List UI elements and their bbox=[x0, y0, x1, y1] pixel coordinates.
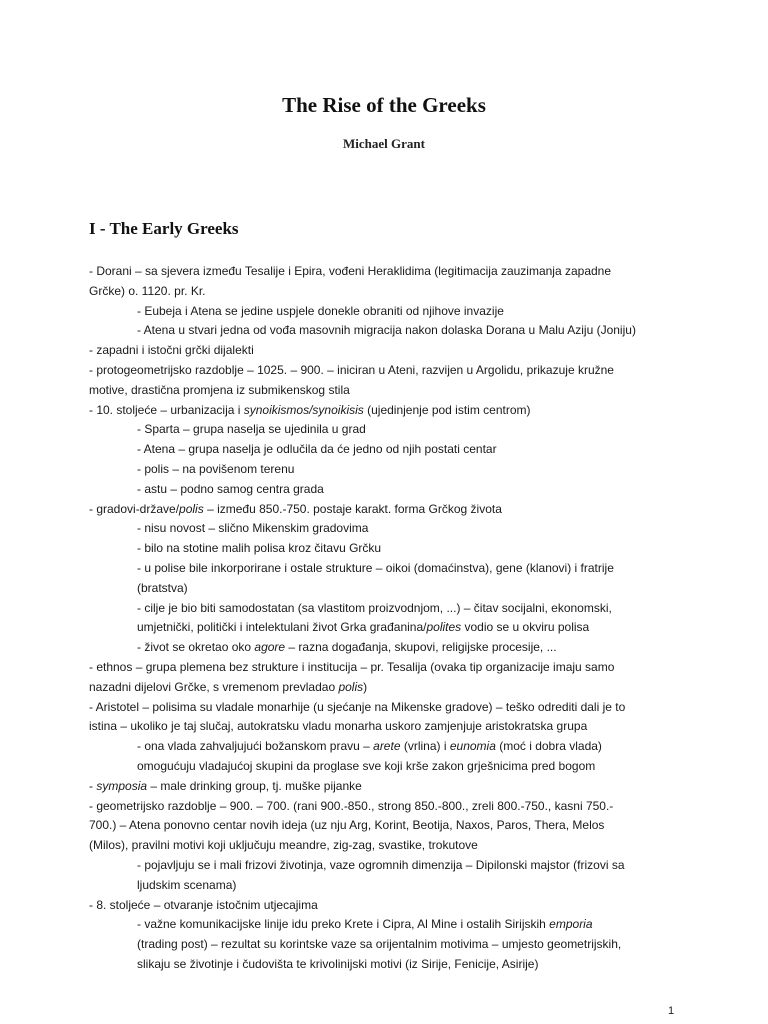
document-title: The Rise of the Greeks bbox=[282, 93, 486, 117]
text-line bbox=[89, 757, 689, 777]
text-segment: istina – ukoliko je taj slučaj, autokratsku vladu monarha uskoro zamjenjuje aristokratska grupa bbox=[89, 719, 588, 734]
text-line bbox=[89, 915, 689, 935]
text-segment: - Eubeja i Atena se jedine uspjele donekle obraniti od njihove invazije bbox=[137, 303, 504, 318]
text-segment: - astu – podno samog centra grada bbox=[137, 481, 324, 496]
text-segment: - cilje je bio biti samodostatan (sa vlastitom proizvodnjom, ...) – čitav socijalni, ekonomski, bbox=[137, 600, 612, 615]
text-segment: - 10. stoljeće – urbanizacija i bbox=[89, 402, 244, 417]
italic-term: arete bbox=[373, 739, 401, 754]
text-segment: - polis – na povišenom terenu bbox=[137, 461, 295, 476]
text-line bbox=[89, 519, 689, 539]
text-line bbox=[89, 539, 689, 559]
text-segment: 700.) – Atena ponovno centar novih ideja (uz nju Arg, Korint, Beotija, Naxos, Paros, Thera, Melos bbox=[89, 818, 605, 833]
text-line bbox=[89, 559, 689, 579]
italic-term: synoikismos/synoikisis bbox=[243, 402, 364, 417]
text-line bbox=[89, 381, 689, 401]
text-segment: motive, drastična promjena iz submikenskog stila bbox=[89, 382, 350, 397]
author-name: Michael Grant bbox=[343, 136, 425, 151]
text-line bbox=[89, 262, 689, 282]
italic-term: eunomia bbox=[449, 739, 496, 754]
text-segment: Grčke) o. 1120. pr. Kr. bbox=[89, 283, 206, 298]
text-line bbox=[89, 341, 689, 361]
text-segment: (Milos), pravilni motivi koji uključuju meandre, zig-zag, svastike, trokutove bbox=[89, 838, 478, 853]
text-line bbox=[89, 480, 689, 500]
text-line bbox=[89, 282, 689, 302]
text-line bbox=[89, 797, 689, 817]
text-line bbox=[89, 836, 689, 856]
text-line bbox=[89, 599, 689, 619]
text-segment: omogućuju vladajućoj skupini da proglase sve koji krše zakon grješnicima pred bogom bbox=[137, 758, 596, 773]
text-segment: umjetnički, politički i intelektulani život Grka građanina/ bbox=[137, 620, 427, 635]
document-body bbox=[89, 262, 689, 975]
text-segment: - geometrijsko razdoblje – 900. – 700. (rani 900.-850., strong 850.-800., zreli 800.-750., kasni 750.- bbox=[89, 798, 614, 813]
text-segment: slikaju se životinje i čudovišta te krivolinijski motivi (iz Sirije, Fenicije, Asirije) bbox=[137, 956, 539, 971]
text-segment: – između 850.-750. postaje karakt. forma Grčkog života bbox=[203, 501, 502, 516]
text-segment: - nisu novost – slično Mikenskim gradovima bbox=[137, 521, 369, 536]
text-line bbox=[89, 618, 689, 638]
text-segment: - protogeometrijsko razdoblje – 1025. – 900. – iniciran u Ateni, razvijen u Argolidu, prikazuje kružne bbox=[89, 362, 614, 377]
text-line bbox=[89, 658, 689, 678]
text-segment: - Aristotel – polisima su vladale monarhije (u sjećanje na Mikenske gradove) – teško odrediti dali je to bbox=[89, 699, 626, 714]
text-line bbox=[89, 777, 689, 797]
text-segment: - Atena u stvari jedna od vođa masovnih migracija nakon dolaska Dorana u Malu Aziju (Joniju) bbox=[137, 323, 636, 338]
text-segment: - ethnos – grupa plemena bez strukture i institucija – pr. Tesalija (ovaka tip organizacije imaju samo bbox=[89, 659, 615, 674]
text-segment: - gradovi-države/ bbox=[89, 501, 180, 516]
text-line bbox=[89, 361, 689, 381]
text-segment: ljudskim scenama) bbox=[137, 877, 237, 892]
text-line bbox=[89, 500, 689, 520]
text-line bbox=[89, 856, 689, 876]
text-segment: - bbox=[89, 778, 97, 793]
text-segment: (vrlina) i bbox=[400, 739, 450, 754]
text-segment: - zapadni i istočni grčki dijalekti bbox=[89, 343, 254, 358]
text-segment: - Sparta – grupa naselja se ujedinila u grad bbox=[137, 422, 366, 437]
italic-term: polites bbox=[426, 620, 462, 635]
italic-term: symposia bbox=[96, 778, 148, 793]
text-line bbox=[89, 816, 689, 836]
text-line bbox=[89, 698, 689, 718]
text-line bbox=[89, 737, 689, 757]
italic-term: agore bbox=[254, 640, 286, 655]
italic-term: polis bbox=[338, 679, 364, 694]
text-line bbox=[89, 401, 689, 421]
section-heading: I - The Early Greeks bbox=[89, 219, 239, 238]
text-segment: (moć i dobra vlada) bbox=[495, 739, 602, 754]
text-line bbox=[89, 955, 689, 975]
text-line bbox=[89, 717, 689, 737]
text-line bbox=[89, 420, 689, 440]
text-line bbox=[89, 440, 689, 460]
text-line bbox=[89, 579, 689, 599]
text-segment: - u polise bile inkorporirane i ostale strukture – oikoi (domaćinstva), gene (klanovi) i fratrije bbox=[137, 560, 614, 575]
text-segment: - bilo na stotine malih polisa kroz čitavu Grčku bbox=[137, 541, 382, 556]
text-line bbox=[89, 460, 689, 480]
text-line bbox=[89, 321, 689, 341]
text-segment: - važne komunikacijske linije idu preko Krete i Cipra, Al Mine i ostalih Sirijskih bbox=[137, 917, 550, 932]
italic-term: emporia bbox=[549, 917, 593, 932]
text-segment: – razna događanja, skupovi, religijske procesije, ... bbox=[285, 640, 557, 655]
text-segment: - pojavljuju se i mali frizovi životinja, vaze ogromnih dimenzija – Dipilonski majstor (frizovi sa bbox=[137, 857, 625, 872]
text-line bbox=[89, 678, 689, 698]
text-segment: - život se okretao oko bbox=[137, 640, 255, 655]
text-segment: nazadni dijelovi Grčke, s vremenom prevladao bbox=[89, 679, 339, 694]
text-segment: vodio se u okviru polisa bbox=[461, 620, 590, 635]
text-segment: - ona vlada zahvaljujući božanskom pravu – bbox=[137, 739, 374, 754]
italic-term: polis bbox=[179, 501, 204, 516]
text-line bbox=[89, 302, 689, 322]
text-segment: (bratstva) bbox=[137, 580, 188, 595]
text-segment: (trading post) – rezultat su korintske vaze sa orijentalnim motivima – umjesto geometrijskih, bbox=[137, 937, 622, 952]
text-line bbox=[89, 935, 689, 955]
text-segment: - Dorani – sa sjevera između Tesalije i Epira, vođeni Heraklidima (legitimacija zauzimanja zapadne bbox=[89, 264, 612, 278]
text-segment: (ujedinjenje pod istim centrom) bbox=[363, 402, 531, 417]
text-segment: – male drinking group, tj. muške pijanke bbox=[147, 778, 362, 793]
text-segment: ) bbox=[363, 679, 368, 694]
page-number: 1 bbox=[668, 1005, 675, 1017]
text-line bbox=[89, 896, 689, 916]
text-segment: - 8. stoljeće – otvaranje istočnim utjecajima bbox=[89, 897, 318, 912]
text-line bbox=[89, 876, 689, 896]
text-segment: - Atena – grupa naselja je odlučila da će jedno od njih postati centar bbox=[137, 442, 497, 457]
text-line bbox=[89, 638, 689, 658]
